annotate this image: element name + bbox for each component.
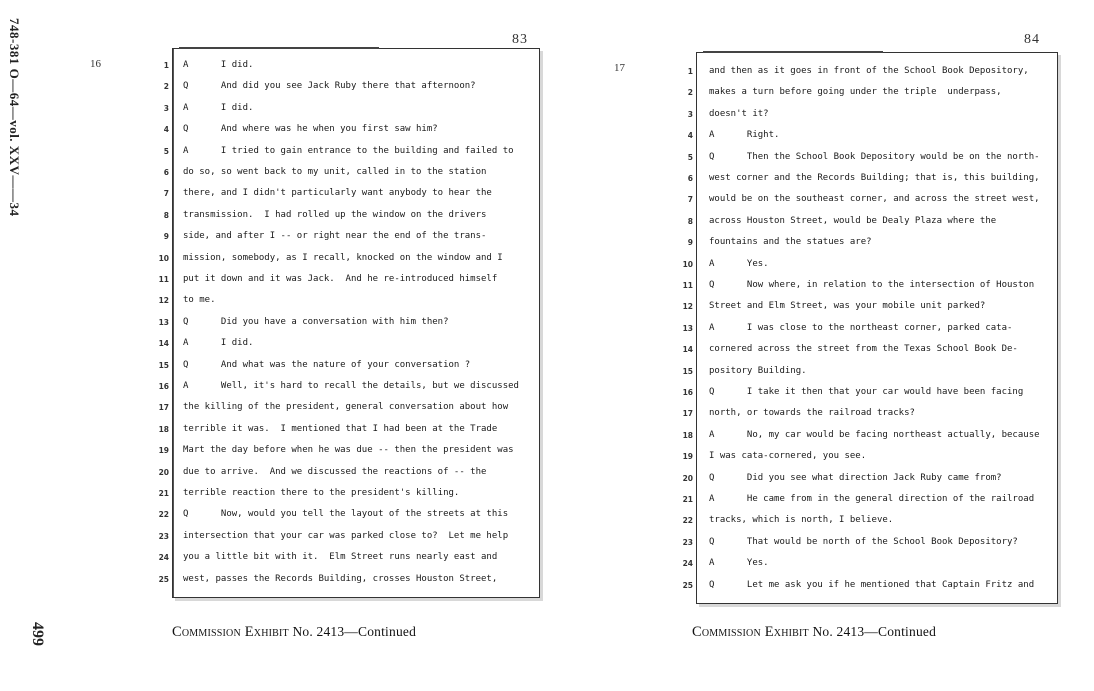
- line-text: north, or towards the railroad tracks?: [709, 408, 915, 419]
- line-text: Q Let me ask you if he mentioned that Captain Fritz and: [709, 579, 1035, 590]
- transcript-line: [687, 82, 1057, 103]
- transcript-line: [158, 483, 539, 504]
- transcript-line: [682, 296, 1057, 317]
- line-text: due to arrive. And we discussed the reactions of -- the: [183, 466, 487, 477]
- line-number: 5: [687, 152, 693, 162]
- line-number: 3: [687, 109, 693, 119]
- transcript-line: [163, 119, 539, 140]
- left-caption: [172, 624, 416, 641]
- line-text: Street and Elm Street, was your mobile unit parked?: [709, 301, 986, 312]
- transcript-line: [687, 232, 1057, 253]
- line-number: 24: [158, 553, 169, 563]
- line-text: mission, somebody, as I recall, knocked on the window and I: [183, 252, 503, 263]
- line-number: 21: [158, 489, 169, 498]
- line-number: 20: [682, 473, 693, 483]
- transcript-line: [682, 510, 1057, 531]
- transcript-line: [682, 318, 1057, 339]
- line-number: 16: [682, 388, 693, 397]
- line-number: 5: [163, 146, 169, 156]
- line-text: Q Now, would you tell the layout of the streets at this: [183, 509, 509, 520]
- right-caption-rest: No. 2413—Continued: [812, 624, 937, 639]
- line-text: A I did.: [183, 102, 254, 113]
- transcript-line: [158, 419, 539, 440]
- transcript-line: [682, 254, 1057, 275]
- left-caption-rest: No. 2413—Continued: [292, 624, 417, 639]
- transcript-line: [682, 382, 1057, 403]
- line-number: 13: [158, 317, 169, 327]
- transcript-line: [682, 553, 1057, 574]
- book-page-number: 499: [29, 622, 46, 646]
- line-number: 22: [682, 516, 693, 526]
- line-text: A He came from in the general direction of the railroad: [709, 494, 1035, 504]
- line-number: 6: [687, 174, 693, 183]
- line-text: would be on the southeast corner, and across the street west,: [709, 194, 1040, 205]
- transcript-line: [158, 397, 539, 418]
- right-transcript-page-number: 84: [1024, 32, 1040, 47]
- right-caption: [692, 624, 936, 641]
- transcript-line: [687, 61, 1057, 82]
- left-transcript-page-number: 83: [512, 32, 528, 47]
- transcript-line: [158, 526, 539, 547]
- line-number: 6: [163, 168, 169, 177]
- transcript-line: [163, 226, 539, 247]
- line-text: A I was close to the northeast corner, parked cata-: [709, 322, 1013, 333]
- line-text: Q Then the School Book Depository would be on the north-: [709, 151, 1040, 162]
- line-text: there, and I didn't particularly want anybody to hear the: [183, 188, 492, 199]
- line-number: 23: [682, 537, 693, 547]
- line-text: to me.: [183, 295, 216, 306]
- line-text: A Yes.: [709, 558, 769, 569]
- transcript-line: [163, 76, 539, 97]
- line-text: put it down and it was Jack. And he re-introduced himself: [183, 274, 498, 284]
- line-text: transmission. I had rolled up the window on the drivers: [183, 209, 487, 220]
- transcript-line: [158, 569, 539, 590]
- transcript-line: [687, 189, 1057, 210]
- line-text: A I tried to gain entrance to the building and failed to: [183, 145, 514, 156]
- line-number: 11: [158, 275, 169, 284]
- line-number: 18: [682, 430, 693, 440]
- left-caption-prefix: Commission Exhibit: [172, 624, 289, 640]
- line-number: 21: [682, 495, 693, 504]
- line-text: A I did.: [183, 338, 254, 349]
- transcript-line: [158, 376, 539, 397]
- line-number: 7: [163, 189, 169, 199]
- transcript-line: [158, 504, 539, 525]
- line-number: 10: [682, 259, 693, 269]
- line-number: 9: [163, 232, 169, 242]
- line-text: and then as it goes in front of the School Book Depository,: [709, 66, 1029, 76]
- line-number: 11: [682, 281, 693, 290]
- line-number: 3: [163, 103, 169, 113]
- transcript-line: [682, 425, 1057, 446]
- line-text: do so, so went back to my unit, called in to the station: [183, 167, 487, 177]
- transcript-line: [158, 547, 539, 568]
- transcript-line: [158, 269, 539, 290]
- line-text: terrible reaction there to the president's killing.: [183, 488, 460, 498]
- line-number: 13: [682, 323, 693, 333]
- line-number: 17: [158, 403, 169, 413]
- line-text: west corner and the Records Building; that is, this building,: [709, 173, 1040, 183]
- line-text: Q And where was he when you first saw him?: [183, 124, 438, 135]
- transcript-line: [682, 339, 1057, 360]
- volume-side-label: 748-381 O—64—vol. XXV——34: [7, 18, 22, 217]
- transcript-line: [158, 248, 539, 269]
- transcript-line: [163, 98, 539, 119]
- line-number: 2: [687, 88, 693, 98]
- right-margin-number: 17: [614, 62, 625, 74]
- line-number: 1: [687, 67, 693, 76]
- line-number: 4: [163, 125, 169, 135]
- line-text: Q Did you have a conversation with him then?: [183, 316, 449, 327]
- right-transcript-page: [682, 52, 1058, 604]
- line-text: Q Now where, in relation to the intersection of Houston: [709, 280, 1035, 290]
- transcript-line: [682, 403, 1057, 424]
- line-text: A Right.: [709, 130, 780, 141]
- line-text: A Well, it's hard to recall the details, but we discussed: [183, 381, 519, 391]
- line-text: Q That would be north of the School Book Depository?: [709, 536, 1018, 547]
- transcript-line: [682, 532, 1057, 553]
- line-number: 15: [682, 366, 693, 376]
- line-number: 12: [682, 302, 693, 312]
- transcript-line: [163, 183, 539, 204]
- line-text: makes a turn before going under the triple underpass,: [709, 87, 1002, 98]
- transcript-line: [163, 141, 539, 162]
- right-top-rule: [703, 51, 883, 53]
- transcript-line: [682, 575, 1057, 596]
- transcript-line: [687, 125, 1057, 146]
- transcript-line: [687, 104, 1057, 125]
- line-text: pository Building.: [709, 365, 807, 376]
- line-number: 1: [163, 61, 169, 70]
- transcript-line: [687, 168, 1057, 189]
- line-number: 8: [687, 216, 693, 226]
- line-text: fountains and the statues are?: [709, 237, 872, 248]
- transcript-line: [687, 211, 1057, 232]
- line-number: 19: [158, 446, 169, 456]
- right-caption-prefix: Commission Exhibit: [692, 624, 809, 640]
- line-text: A Yes.: [709, 258, 769, 269]
- transcript-line: [682, 275, 1057, 296]
- line-text: across Houston Street, would be Dealy Plaza where the: [709, 215, 997, 226]
- transcript-line: [687, 147, 1057, 168]
- line-text: Q I take it then that your car would have been facing: [709, 387, 1024, 397]
- line-number: 23: [158, 531, 169, 541]
- line-number: 12: [158, 296, 169, 306]
- transcript-line: [158, 355, 539, 376]
- line-number: 9: [687, 238, 693, 248]
- transcript-line: [163, 162, 539, 183]
- line-text: Mart the day before when he was due -- then the president was: [183, 445, 514, 456]
- transcript-line: [158, 312, 539, 333]
- transcript-line: [158, 462, 539, 483]
- line-number: 25: [682, 580, 693, 590]
- transcript-line: [682, 361, 1057, 382]
- line-text: tracks, which is north, I believe.: [709, 515, 894, 526]
- line-text: Q And what was the nature of your conversation ?: [183, 359, 471, 370]
- left-margin-number: 16: [90, 58, 101, 70]
- line-text: A No, my car would be facing northeast actually, because: [709, 429, 1040, 440]
- line-text: cornered across the street from the Texas School Book De-: [709, 344, 1018, 355]
- line-number: 14: [682, 345, 693, 355]
- line-text: side, and after I -- or right near the end of the trans-: [183, 231, 487, 242]
- line-number: 16: [158, 382, 169, 391]
- line-number: 24: [682, 559, 693, 569]
- transcript-line: [158, 440, 539, 461]
- line-number: 19: [682, 452, 693, 462]
- line-number: 2: [163, 82, 169, 92]
- line-number: 8: [163, 210, 169, 220]
- line-text: doesn't it?: [709, 108, 769, 119]
- line-number: 25: [158, 574, 169, 584]
- left-transcript-page: [158, 48, 540, 598]
- line-number: 15: [158, 360, 169, 370]
- left-top-rule: [179, 47, 379, 49]
- line-text: the killing of the president, general conversation about how: [183, 402, 509, 413]
- transcript-line: [163, 205, 539, 226]
- line-number: 22: [158, 510, 169, 520]
- line-text: west, passes the Records Building, crosses Houston Street,: [183, 573, 498, 584]
- line-text: intersection that your car was parked close to? Let me help: [183, 530, 509, 541]
- transcript-line: [158, 290, 539, 311]
- line-text: terrible it was. I mentioned that I had been at the Trade: [183, 423, 498, 434]
- transcript-line: [682, 446, 1057, 467]
- line-text: Q Did you see what direction Jack Ruby came from?: [709, 472, 1002, 483]
- line-text: you a little bit with it. Elm Street runs nearly east and: [183, 552, 498, 563]
- line-text: I was cata-cornered, you see.: [709, 451, 867, 462]
- transcript-line: [682, 468, 1057, 489]
- transcript-line: [163, 55, 539, 76]
- transcript-line: [682, 489, 1057, 510]
- transcript-line: [158, 333, 539, 354]
- line-number: 14: [158, 339, 169, 349]
- line-number: 7: [687, 195, 693, 205]
- line-number: 10: [158, 253, 169, 263]
- line-number: 20: [158, 467, 169, 477]
- line-number: 17: [682, 409, 693, 419]
- line-text: A I did.: [183, 60, 254, 70]
- line-number: 18: [158, 424, 169, 434]
- line-text: Q And did you see Jack Ruby there that afternoon?: [183, 81, 476, 92]
- line-number: 4: [687, 131, 693, 141]
